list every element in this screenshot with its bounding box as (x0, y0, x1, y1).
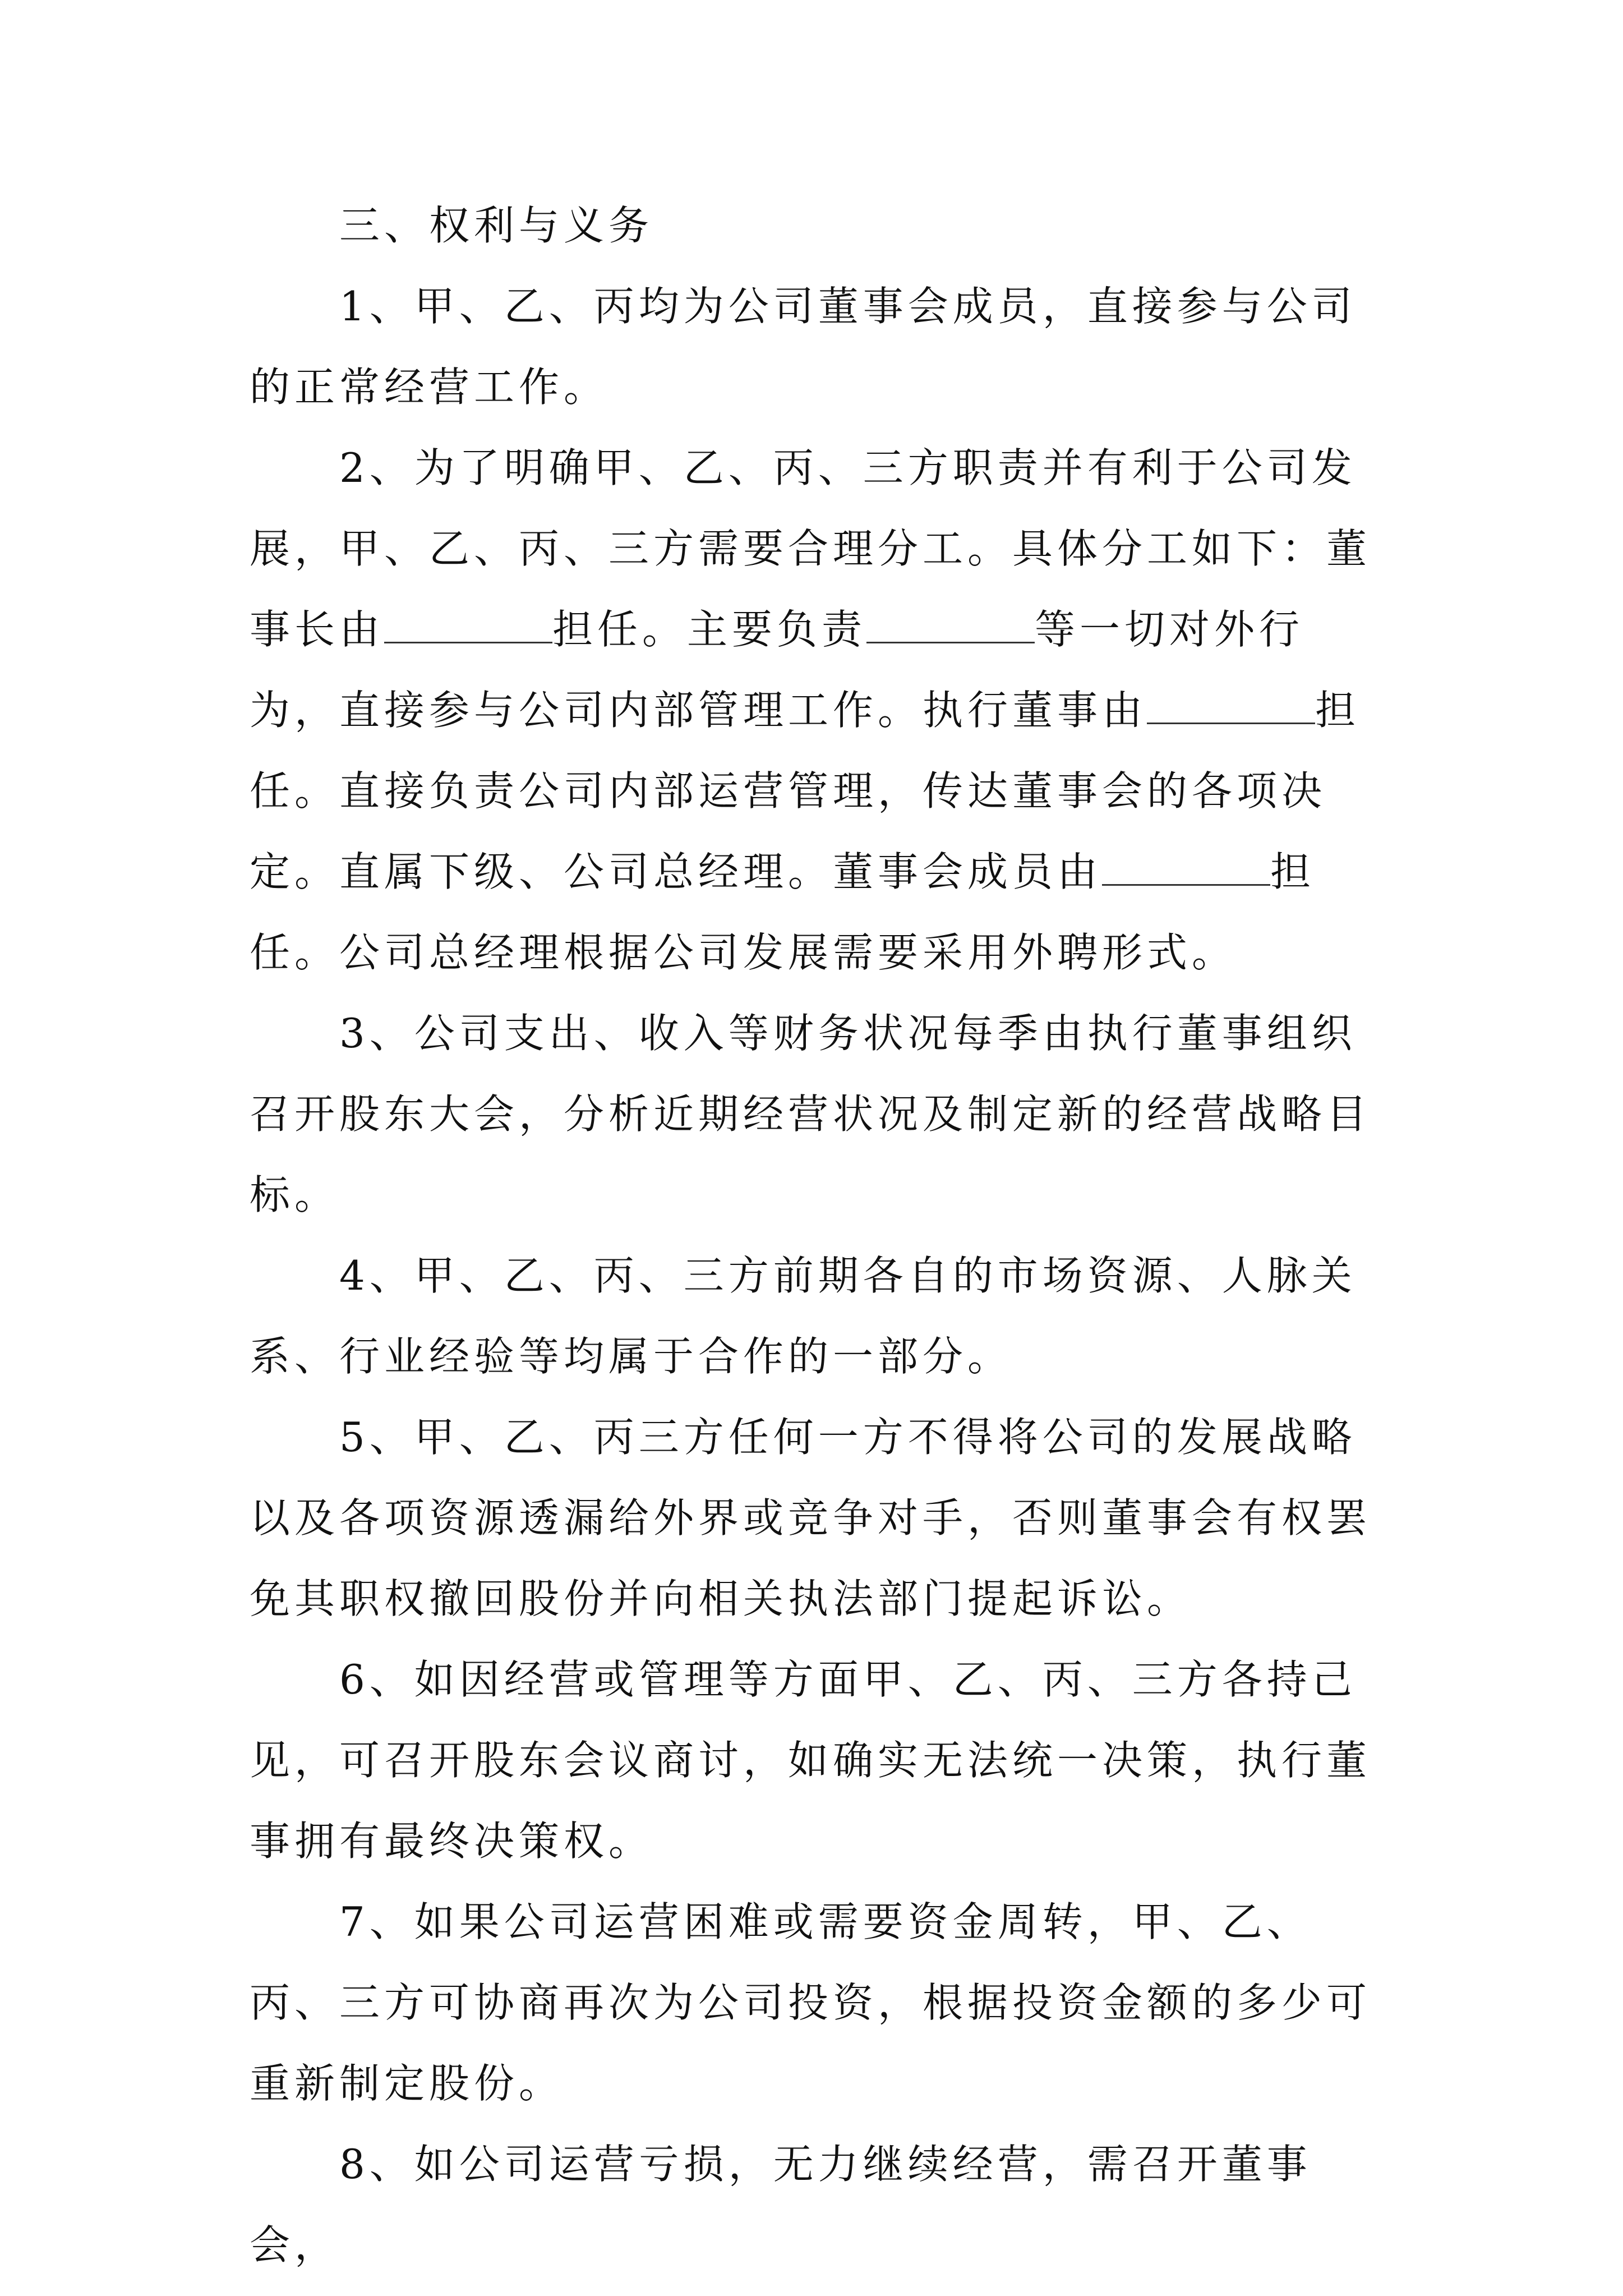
fill-blank-executive-director (1147, 689, 1315, 724)
fill-blank-chairman (384, 608, 552, 643)
document-body (250, 185, 1388, 2285)
paragraph-7: 7、如果公司运营困难或需要资金周转，甲、乙、丙、三方可协商再次为公司投资，根据投资金额的多少可重新制定股份。 (250, 1898, 1372, 2107)
fill-blank-responsibility (866, 608, 1035, 643)
paragraph-8: 8、如公司运营亏损，无力继续经营，需召开董事会， (250, 2141, 1312, 2269)
paragraph-4: 4、甲、乙、丙、三方前期各自的市场资源、人脉关系、行业经验等均属于合作的一部分。 (250, 1252, 1357, 1380)
paragraph-2 (250, 427, 1388, 993)
paragraph-5: 5、甲、乙、丙三方任何一方不得将公司的发展战略以及各项资源透漏给外界或竞争对手，否则董事会有权罢免其职权撤回股份并向相关执法部门提起诉讼。 (250, 1414, 1372, 1622)
paragraph-2-text-1: 2、为了明确甲、乙、丙、三方职责并有利于公司发展，甲、乙、丙、三方需要合理分工。具体分工如下：董事长由 (250, 444, 1372, 653)
fill-blank-board-members (1102, 850, 1270, 886)
section-heading: 三、权利与义务 (339, 202, 654, 249)
paragraph-2-text-5: 担任。公司总经理根据公司发展需要采用外聘形式。 (250, 848, 1316, 976)
paragraph-6: 6、如因经营或管理等方面甲、乙、丙、三方各持己见，可召开股东会议商讨，如确实无法统一决策，执行董事拥有最终决策权。 (250, 1656, 1372, 1865)
paragraph-1: 1、甲、乙、丙均为公司董事会成员，直接参与公司的正常经营工作。 (250, 283, 1357, 411)
paragraph-2-text-4: 担任。直接负责公司内部运营管理，传达董事会的各项决定。直属下级、公司总经理。董事会成员由 (250, 687, 1361, 895)
paragraph-2-text-2: 担任。主要负责 (552, 606, 867, 653)
paragraph-3: 3、公司支出、收入等财务状况每季由执行董事组织召开股东大会，分析近期经营状况及制定新的经营战略目标。 (250, 1010, 1372, 1218)
paragraph-2-text-3: 等一切对外行为，直接参与公司内部管理工作。执行董事由 (250, 606, 1304, 734)
